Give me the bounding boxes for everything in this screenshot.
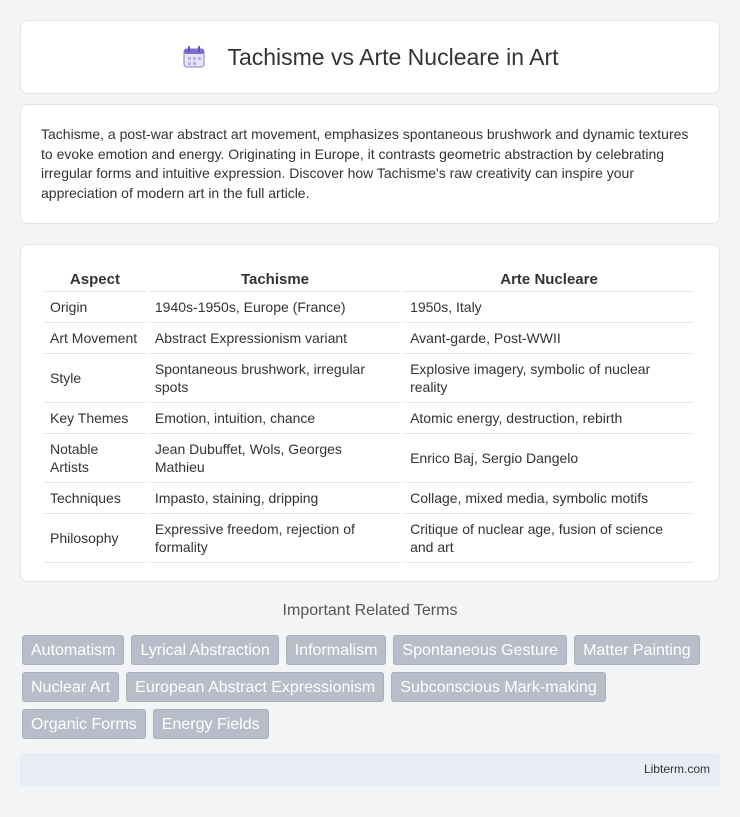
header-card <box>20 20 720 94</box>
table-cell: Avant-garde, Post-WWII <box>404 323 694 354</box>
table-header-row <box>44 265 694 292</box>
table-cell: Origin <box>44 292 146 323</box>
intro-text: Tachisme, a post-war abstract art movement, emphasizes spontaneous brushwork and dynamic textures to evoke emotion and energy. Originating in Europe, it contrasts geometric abstraction by celebrating irregular forms and intuitive expression. Discover how Tachisme's raw creativity can inspire your appreciation of modern art in the full article. <box>41 126 689 201</box>
table-cell: Style <box>44 354 146 403</box>
related-terms-title: Important Related Terms <box>282 602 458 619</box>
page-title: Tachisme vs Arte Nucleare in Art <box>227 43 559 70</box>
table-row <box>44 483 694 514</box>
table-cell: Enrico Baj, Sergio Dangelo <box>404 434 694 483</box>
table-cell: Philosophy <box>44 514 146 563</box>
term-tag[interactable]: Automatism <box>22 635 124 665</box>
table-row <box>44 514 694 563</box>
table-row <box>44 434 694 483</box>
table-cell: Explosive imagery, symbolic of nuclear reality <box>404 354 694 403</box>
term-tag[interactable]: Matter Painting <box>574 635 700 665</box>
table-row <box>44 323 694 354</box>
column-header-aspect: Aspect <box>44 265 146 292</box>
term-tag[interactable]: Spontaneous Gesture <box>393 635 567 665</box>
table-cell: Expressive freedom, rejection of formality <box>149 514 401 563</box>
term-tag[interactable]: Subconscious Mark-making <box>391 672 606 702</box>
intro-card <box>20 104 720 224</box>
term-tag[interactable]: Organic Forms <box>22 709 146 739</box>
table-cell: Key Themes <box>44 403 146 434</box>
term-tag[interactable]: Energy Fields <box>153 709 269 739</box>
table-row <box>44 354 694 403</box>
table-cell: Collage, mixed media, symbolic motifs <box>404 483 694 514</box>
table-cell: Atomic energy, destruction, rebirth <box>404 403 694 434</box>
table-cell: Impasto, staining, dripping <box>149 483 401 514</box>
term-tag[interactable]: Informalism <box>286 635 387 665</box>
column-header-arte-nucleare: Arte Nucleare <box>404 265 694 292</box>
comparison-table <box>41 265 697 563</box>
table-cell: Critique of nuclear age, fusion of science and art <box>404 514 694 563</box>
term-tag[interactable]: Lyrical Abstraction <box>131 635 278 665</box>
table-cell: 1950s, Italy <box>404 292 694 323</box>
comparison-card <box>20 244 720 582</box>
table-cell: Spontaneous brushwork, irregular spots <box>149 354 401 403</box>
footer-brand-link[interactable]: Libterm.com <box>643 762 710 776</box>
table-cell: Abstract Expressionism variant <box>149 323 401 354</box>
table-cell: Emotion, intuition, chance <box>149 403 401 434</box>
table-cell: Notable Artists <box>44 434 146 483</box>
term-tag[interactable]: Nuclear Art <box>22 672 119 702</box>
footer <box>20 753 720 786</box>
table-row <box>44 292 694 323</box>
calendar-icon <box>181 44 207 70</box>
term-tag[interactable]: European Abstract Expressionism <box>126 672 384 702</box>
table-row <box>44 403 694 434</box>
table-cell: Techniques <box>44 483 146 514</box>
table-cell: Art Movement <box>44 323 146 354</box>
column-header-tachisme: Tachisme <box>149 265 401 292</box>
related-terms-list <box>22 635 722 739</box>
table-cell: Jean Dubuffet, Wols, Georges Mathieu <box>149 434 401 483</box>
table-cell: 1940s-1950s, Europe (France) <box>149 292 401 323</box>
